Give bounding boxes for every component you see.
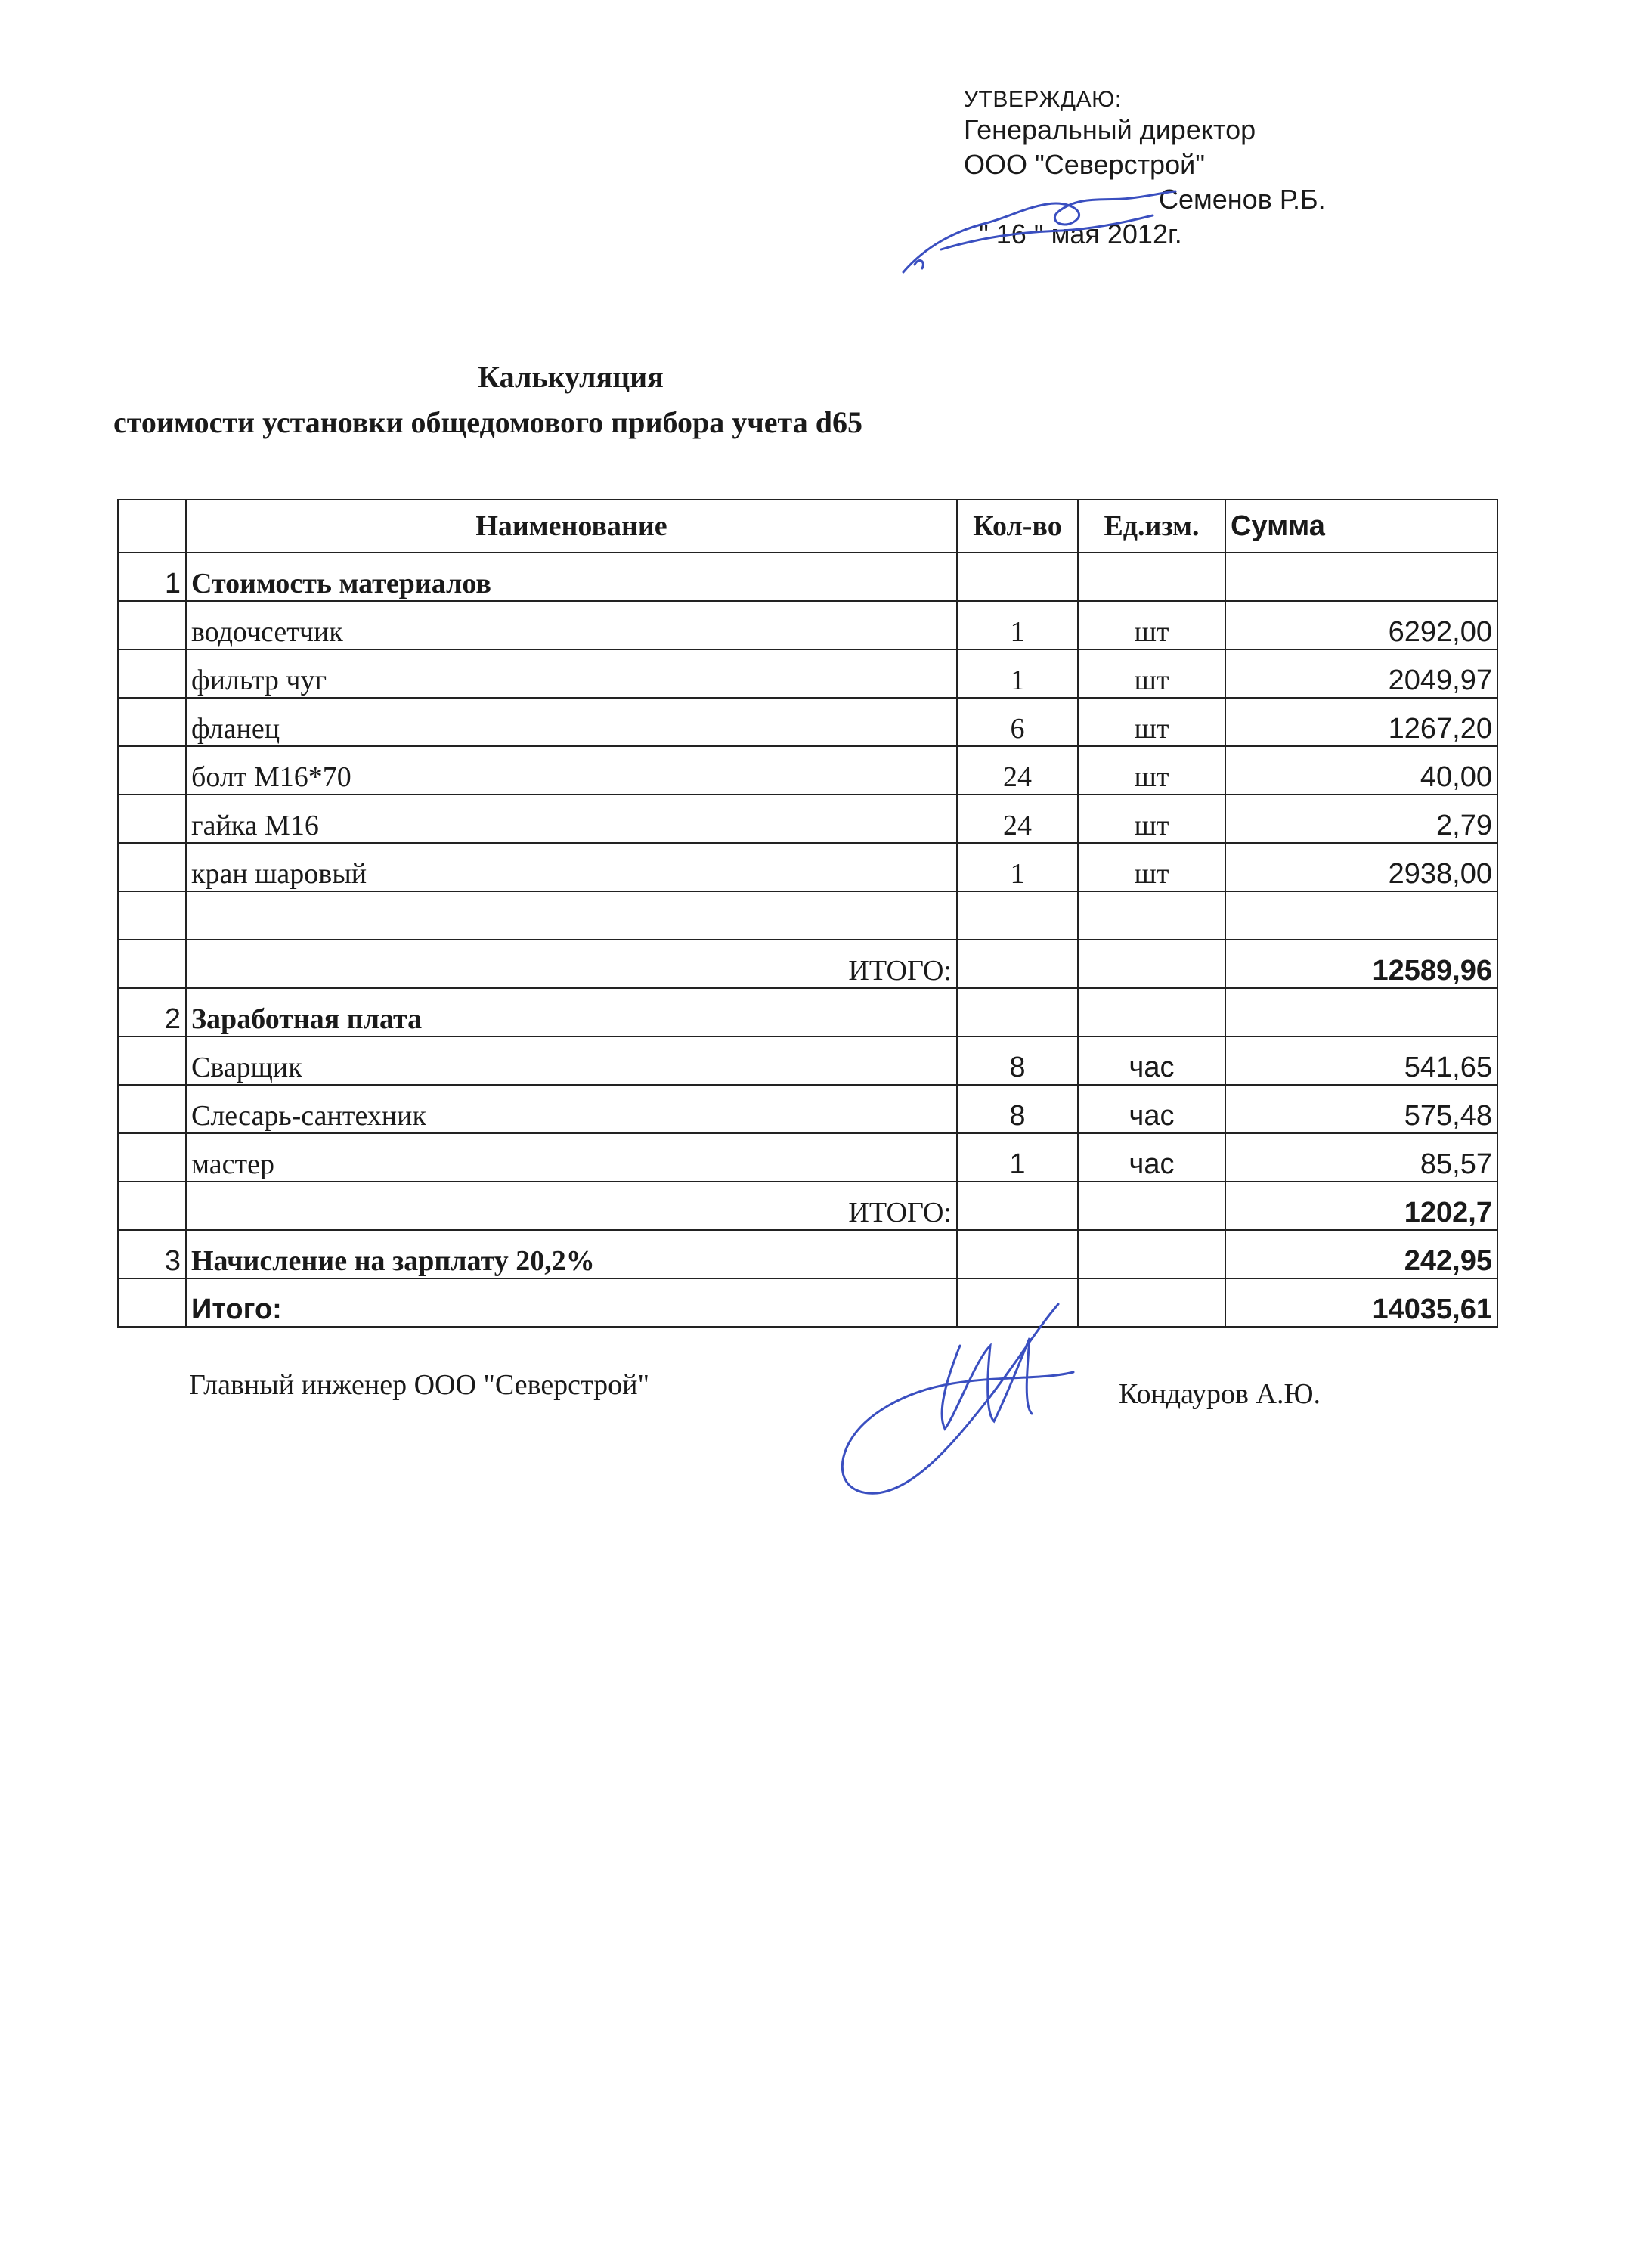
empty-row — [118, 891, 1497, 940]
item-unit: шт — [1078, 843, 1225, 891]
table-header-row — [118, 500, 1497, 553]
chief-engineer-label: Главный инженер ООО "Северстрой" — [189, 1369, 649, 1401]
item-sum: 6292,00 — [1225, 601, 1497, 649]
item-sum: 2049,97 — [1225, 649, 1497, 698]
item-qty: 24 — [957, 746, 1078, 795]
approval-heading: УТВЕРЖДАЮ: — [964, 87, 1122, 112]
approval-company: ООО "Северстрой" — [964, 149, 1205, 180]
header-sum: Сумма — [1225, 500, 1497, 553]
document-title: Калькуляция — [478, 360, 664, 394]
grand-total-row — [118, 1278, 1497, 1327]
item-qty: 1 — [957, 601, 1078, 649]
item-qty: 1 — [957, 843, 1078, 891]
table-row — [118, 1036, 1497, 1085]
item-unit: час — [1078, 1133, 1225, 1182]
document-subtitle: стоимости установки общедомового прибора учета d65 — [113, 405, 862, 439]
header-name: Наименование — [186, 500, 957, 553]
item-sum: 85,57 — [1225, 1133, 1497, 1182]
item-qty: 8 — [957, 1085, 1078, 1133]
chief-engineer-name: Кондауров А.Ю. — [1119, 1378, 1321, 1410]
item-name: болт М16*70 — [186, 746, 957, 795]
item-unit: шт — [1078, 649, 1225, 698]
item-unit: шт — [1078, 601, 1225, 649]
item-qty: 24 — [957, 795, 1078, 843]
section-row — [118, 988, 1497, 1036]
grand-total-label: Итого: — [186, 1278, 957, 1327]
table-row — [118, 649, 1497, 698]
item-name: Слесарь-сантехник — [186, 1085, 957, 1133]
section-title: Заработная плата — [186, 988, 957, 1036]
subtotal-label: ИТОГО: — [186, 940, 957, 988]
subtotal-sum: 12589,96 — [1225, 940, 1497, 988]
header-number — [118, 500, 186, 553]
header-unit: Ед.изм. — [1078, 500, 1225, 553]
table-row — [118, 698, 1497, 746]
item-name: кран шаровый — [186, 843, 957, 891]
item-unit: шт — [1078, 698, 1225, 746]
item-name: водочсетчик — [186, 601, 957, 649]
item-name: мастер — [186, 1133, 957, 1182]
approval-signer: Семенов Р.Б. — [1159, 184, 1326, 215]
section-number: 2 — [118, 988, 186, 1036]
grand-total-sum: 14035,61 — [1225, 1278, 1497, 1327]
item-sum: 541,65 — [1225, 1036, 1497, 1085]
director-signature — [896, 178, 1183, 284]
item-name: фланец — [186, 698, 957, 746]
item-name: фильтр чуг — [186, 649, 957, 698]
item-sum: 575,48 — [1225, 1085, 1497, 1133]
item-sum: 40,00 — [1225, 746, 1497, 795]
subtotal-row — [118, 940, 1497, 988]
section-row — [118, 553, 1497, 601]
section-title: Начисление на зарплату 20,2% — [186, 1230, 957, 1278]
item-unit: шт — [1078, 795, 1225, 843]
table-row — [118, 1085, 1497, 1133]
section-title: Стоимость материалов — [186, 553, 957, 601]
item-qty: 1 — [957, 1133, 1078, 1182]
item-sum: 2,79 — [1225, 795, 1497, 843]
header-qty: Кол-во — [957, 500, 1078, 553]
section-number: 3 — [118, 1230, 186, 1278]
item-unit: час — [1078, 1085, 1225, 1133]
item-qty: 8 — [957, 1036, 1078, 1085]
item-name: гайка М16 — [186, 795, 957, 843]
subtotal-row — [118, 1182, 1497, 1230]
engineer-signature — [831, 1300, 1088, 1512]
subtotal-sum: 1202,7 — [1225, 1182, 1497, 1230]
section-row — [118, 1230, 1497, 1278]
item-qty: 1 — [957, 649, 1078, 698]
item-unit: час — [1078, 1036, 1225, 1085]
approval-position: Генеральный директор — [964, 114, 1256, 145]
table-row — [118, 746, 1497, 795]
table-row — [118, 1133, 1497, 1182]
calculation-table — [117, 499, 1498, 1328]
section-sum: 242,95 — [1225, 1230, 1497, 1278]
section-number: 1 — [118, 553, 186, 601]
item-sum: 2938,00 — [1225, 843, 1497, 891]
item-sum: 1267,20 — [1225, 698, 1497, 746]
table-row — [118, 601, 1497, 649]
approval-date: " 16 " мая 2012г. — [979, 218, 1182, 249]
item-unit: шт — [1078, 746, 1225, 795]
subtotal-label: ИТОГО: — [186, 1182, 957, 1230]
item-qty: 6 — [957, 698, 1078, 746]
item-name: Сварщик — [186, 1036, 957, 1085]
table-row — [118, 795, 1497, 843]
table-row — [118, 843, 1497, 891]
